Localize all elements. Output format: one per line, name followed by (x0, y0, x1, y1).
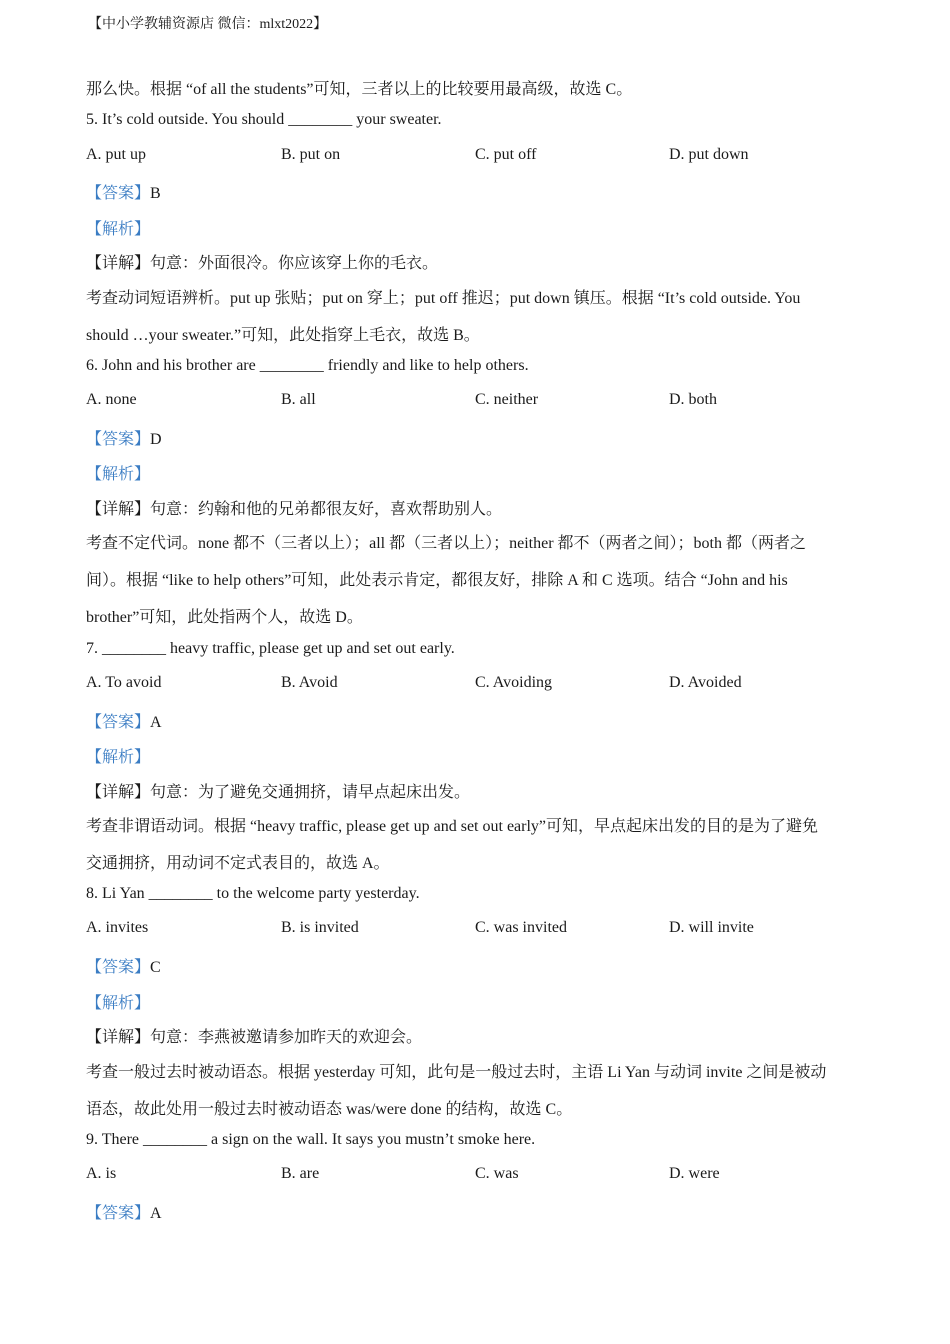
answer-tag: 【答案】 (86, 1205, 151, 1222)
option-d: D. both (669, 391, 717, 408)
explanation-line: 考查动词短语辨析。put up 张贴；put on 穿上；put off 推迟；put down 镇压。根据 “It’s cold outside. You (86, 290, 801, 307)
option-c: C. Avoiding (475, 674, 553, 691)
option-a: A. To avoid (86, 674, 162, 691)
analysis-tag: 【解析】 (86, 995, 151, 1012)
answer-line (86, 426, 162, 449)
answer-tag: 【答案】 (86, 959, 151, 976)
answer-tag: 【答案】 (86, 431, 151, 448)
answer-line (86, 1200, 162, 1223)
explanation-line: 考查非谓语动词。根据 “heavy traffic, please get up and set out early”可知，早点起床出发的目的是为了避免 (86, 818, 819, 835)
answer-value: B (150, 185, 161, 202)
answer-line (86, 709, 162, 732)
question-6-options (86, 391, 866, 413)
question-7: 7. ________ heavy traffic, please get up and set out early. (86, 640, 455, 657)
explanation-line: 考查不定代词。none 都不（三者以上）；all 都（三者以上）；neither 都不（两者之间）；both 都（两者之 (86, 535, 806, 552)
question-8-options (86, 919, 866, 941)
option-c: C. was (475, 1165, 519, 1182)
question-8: 8. Li Yan ________ to the welcome party yesterday. (86, 885, 420, 902)
option-d: D. were (669, 1165, 720, 1182)
page-header: 【中小学教辅资源店 微信：mlxt2022】 (88, 17, 328, 32)
analysis-tag: 【解析】 (86, 221, 151, 238)
question-9-options (86, 1165, 866, 1187)
explanation-line: 语态，故此处用一般过去时被动语态 was/were done 的结构，故选 C。 (86, 1101, 573, 1118)
answer-value: D (150, 431, 162, 448)
analysis-tag: 【解析】 (86, 749, 151, 766)
option-a: A. put up (86, 146, 146, 163)
option-d: D. Avoided (669, 674, 742, 691)
question-6: 6. John and his brother are ________ friendly and like to help others. (86, 357, 529, 374)
detail-line: 【详解】句意：李燕被邀请参加昨天的欢迎会。 (86, 1029, 423, 1046)
answer-tag: 【答案】 (86, 714, 151, 731)
option-c: C. was invited (475, 919, 567, 936)
question-9: 9. There ________ a sign on the wall. It says you mustn’t smoke here. (86, 1131, 536, 1148)
detail-line: 【详解】句意：外面很冷。你应该穿上你的毛衣。 (86, 255, 439, 272)
explanation-line: 考查一般过去时被动语态。根据 yesterday 可知，此句是一般过去时，主语 Li Yan 与动词 invite 之间是被动 (86, 1064, 827, 1081)
option-c: C. put off (475, 146, 537, 163)
option-d: D. put down (669, 146, 749, 163)
explanation-line: 交通拥挤，用动词不定式表目的，故选 A。 (86, 855, 390, 872)
question-5: 5. It’s cold outside. You should ________ your sweater. (86, 111, 442, 128)
option-b: B. Avoid (281, 674, 338, 691)
detail-line: 【详解】句意：约翰和他的兄弟都很友好，喜欢帮助别人。 (86, 501, 503, 518)
question-5-options (86, 146, 866, 168)
answer-value: A (150, 1205, 162, 1222)
answer-line (86, 954, 161, 977)
question-7-options (86, 674, 866, 696)
answer-line (86, 180, 161, 203)
answer-tag: 【答案】 (86, 185, 151, 202)
option-b: B. all (281, 391, 316, 408)
option-a: A. is (86, 1165, 117, 1182)
option-c: C. neither (475, 391, 539, 408)
answer-value: A (150, 714, 162, 731)
option-b: B. are (281, 1165, 320, 1182)
option-b: B. is invited (281, 919, 359, 936)
option-d: D. will invite (669, 919, 754, 936)
text-line: 那么快。根据 “of all the students”可知，三者以上的比较要用最高级，故选 C。 (86, 81, 633, 98)
option-b: B. put on (281, 146, 341, 163)
detail-line: 【详解】句意：为了避免交通拥挤，请早点起床出发。 (86, 784, 471, 801)
option-a: A. none (86, 391, 137, 408)
explanation-line: should …your sweater.”可知，此处指穿上毛衣，故选 B。 (86, 327, 480, 344)
answer-value: C (150, 959, 161, 976)
explanation-line: brother”可知，此处指两个人，故选 D。 (86, 609, 363, 626)
analysis-tag: 【解析】 (86, 466, 151, 483)
explanation-line: 间）。根据 “like to help others”可知，此处表示肯定，都很友好，排除 A 和 C 选项。结合 “John and his (86, 572, 788, 589)
option-a: A. invites (86, 919, 149, 936)
